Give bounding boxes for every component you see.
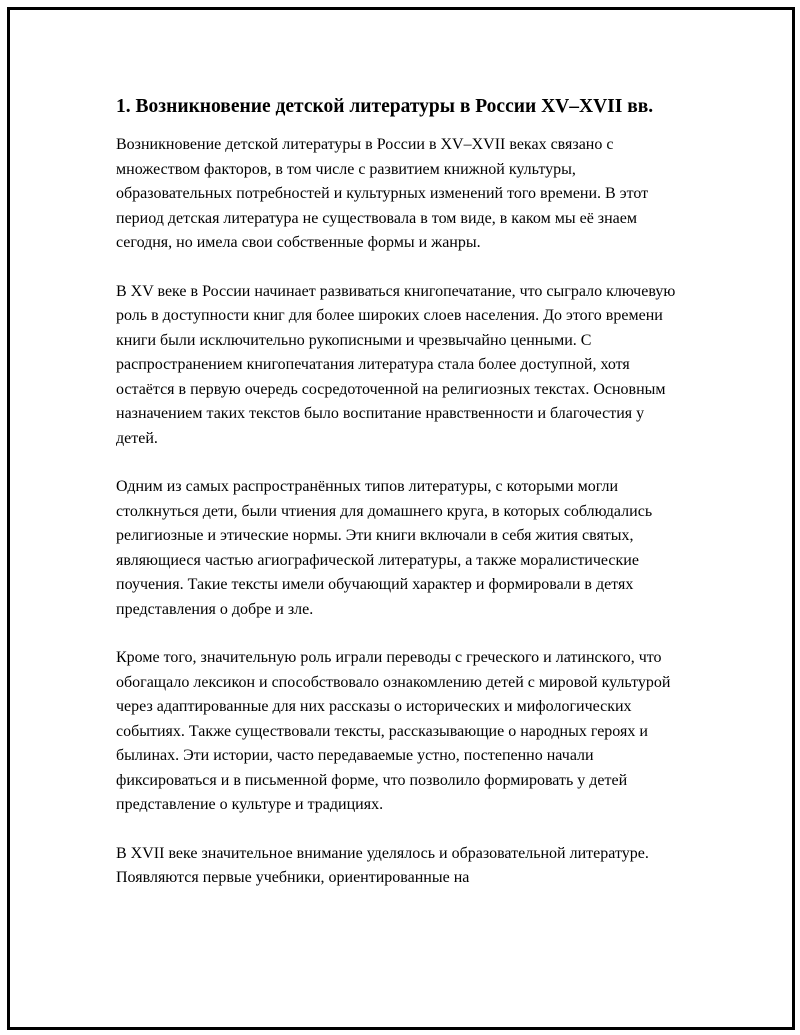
document-body [116,92,690,915]
paragraph-2: В XV веке в России начинает развиваться книгопечатание, что сыграло ключевую роль в доступности книг для более широких слоев населения. До этого времени книги были исключительно рукописными и чрезвычайно ценными. С распространением книгопечатания литература стала более доступной, хотя остаётся в первую очередь сосредоточенной на религиозных текстах. Основным назначением таких текстов было воспитание нравственности и благочестия у детей. [116,282,676,447]
paragraph-1: Возникновение детской литературы в России в XV–XVII веках связано с множеством факторов, в том числе с развитием книжной культуры, образовательных потребностей и культурных изменений того времени. В этот период детская литература не существовала в том виде, в каком мы её знаем сегодня, но имела свои собственные формы и жанры. [116,136,649,251]
section-heading: 1. Возникновение детской литературы в России XV–XVII вв. [116,96,654,117]
paragraph-5: В XVII веке значительное внимание уделялось и образовательной литературе. Появляются первые учебники, ориентированные на [116,844,649,886]
paragraph-3: Одним из самых распространённых типов литературы, с которыми могли столкнуться дети, были чтиения для домашнего круга, в которых соблюдались религиозные и этические нормы. Эти книги включали в себя жития святых, являющиеся частью агиографической литературы, а также моралистические поучения. Такие тексты имели обучающий характер и формировали в детях представления о добре и зле. [116,478,653,618]
paragraph-4: Кроме того, значительную роль играли переводы с греческого и латинского, что обогащало лексикон и способствовало ознакомлению детей с мировой культурой через адаптированные для них рассказы о исторических и мифологических событиях. Также существовали тексты, рассказывающие о народных героях и былинах. Эти истории, часто передаваемые устно, постепенно начали фиксироваться и в письменной форме, что позволило формировать у детей представление о культуре и традициях. [116,649,671,813]
